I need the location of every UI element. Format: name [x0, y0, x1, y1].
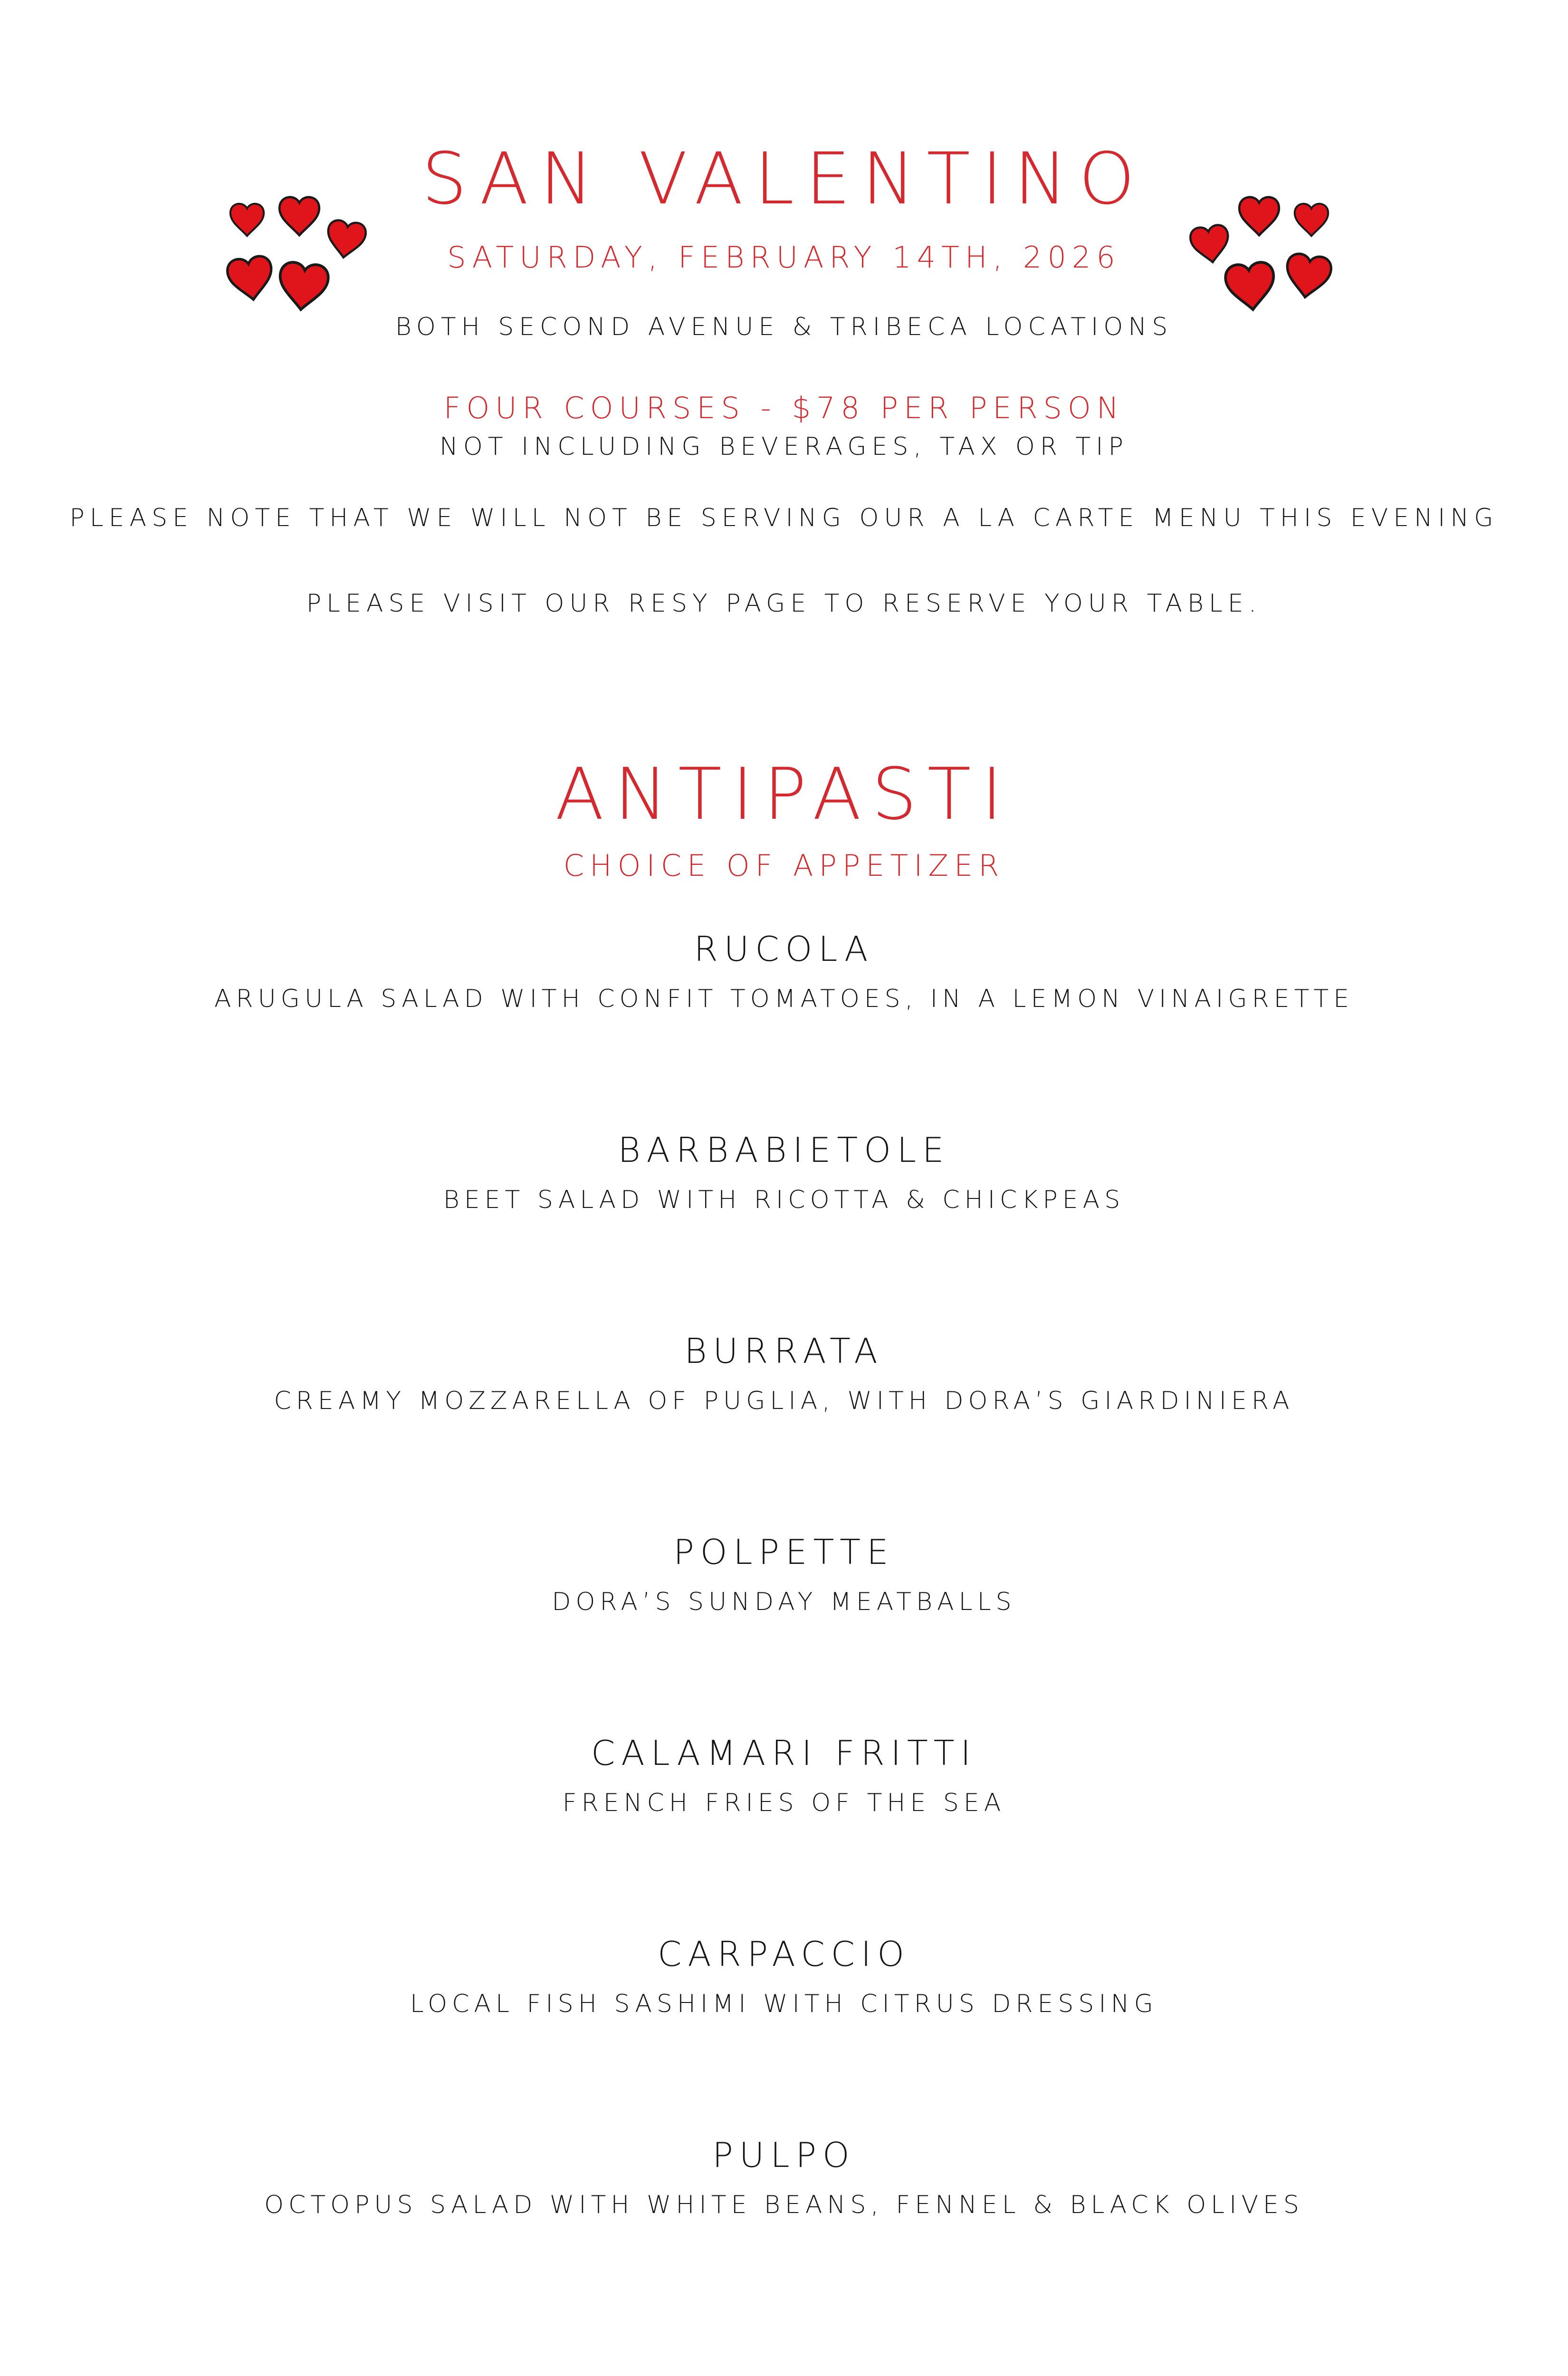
menu-item-name: CARPACCIO [658, 1934, 910, 1974]
menu-notice: PLEASE NOTE THAT WE WILL NOT BE SERVING OUR A LA CARTE MENU THIS EVENING [69, 504, 1499, 532]
menu-item-name: BURRATA [684, 1331, 884, 1371]
menu-item-description: ARUGULA SALAD WITH CONFIT TOMATOES, IN A LEMON VINAIGRETTE [214, 985, 1354, 1013]
menu-item-description: LOCAL FISH SASHIMI WITH CITRUS DRESSING [410, 1990, 1158, 2018]
price-text: FOUR COURSES - $78 PER PERSON [443, 391, 1125, 425]
menu-item-name: BARBABIETOLE [618, 1130, 950, 1170]
price-note: NOT INCLUDING BEVERAGES, TAX OR TIP [440, 432, 1128, 461]
menu-item-description: DORA’S SUNDAY MEATBALLS [552, 1588, 1016, 1616]
page-title: SAN VALENTINO [421, 138, 1147, 220]
reservation-note: PLEASE VISIT OUR RESY PAGE TO RESERVE YOUR TABLE. [306, 589, 1262, 618]
menu-item-description: CREAMY MOZZARELLA OF PUGLIA, WITH DORA’S GIARDINIERA [274, 1387, 1294, 1415]
section-subtitle: CHOICE OF APPETIZER [563, 848, 1005, 883]
menu-item-description: OCTOPUS SALAD WITH WHITE BEANS, FENNEL & BLACK OLIVES [264, 2191, 1304, 2219]
menu-item-description: BEET SALAD WITH RICOTTA & CHICKPEAS [443, 1186, 1125, 1214]
menu-item-name: PULPO [712, 2135, 856, 2175]
section-title: ANTIPASTI [555, 753, 1013, 836]
menu-item-name: CALAMARI FRITTI [591, 1733, 977, 1773]
locations-text: BOTH SECOND AVENUE & TRIBECA LOCATIONS [395, 313, 1173, 341]
menu-item-name: POLPETTE [673, 1532, 895, 1572]
menu-item-description: FRENCH FRIES OF THE SEA [562, 1789, 1006, 1817]
event-date: SATURDAY, FEBRUARY 14TH, 2026 [447, 240, 1121, 275]
menu-item-name: RUCOLA [694, 929, 874, 969]
